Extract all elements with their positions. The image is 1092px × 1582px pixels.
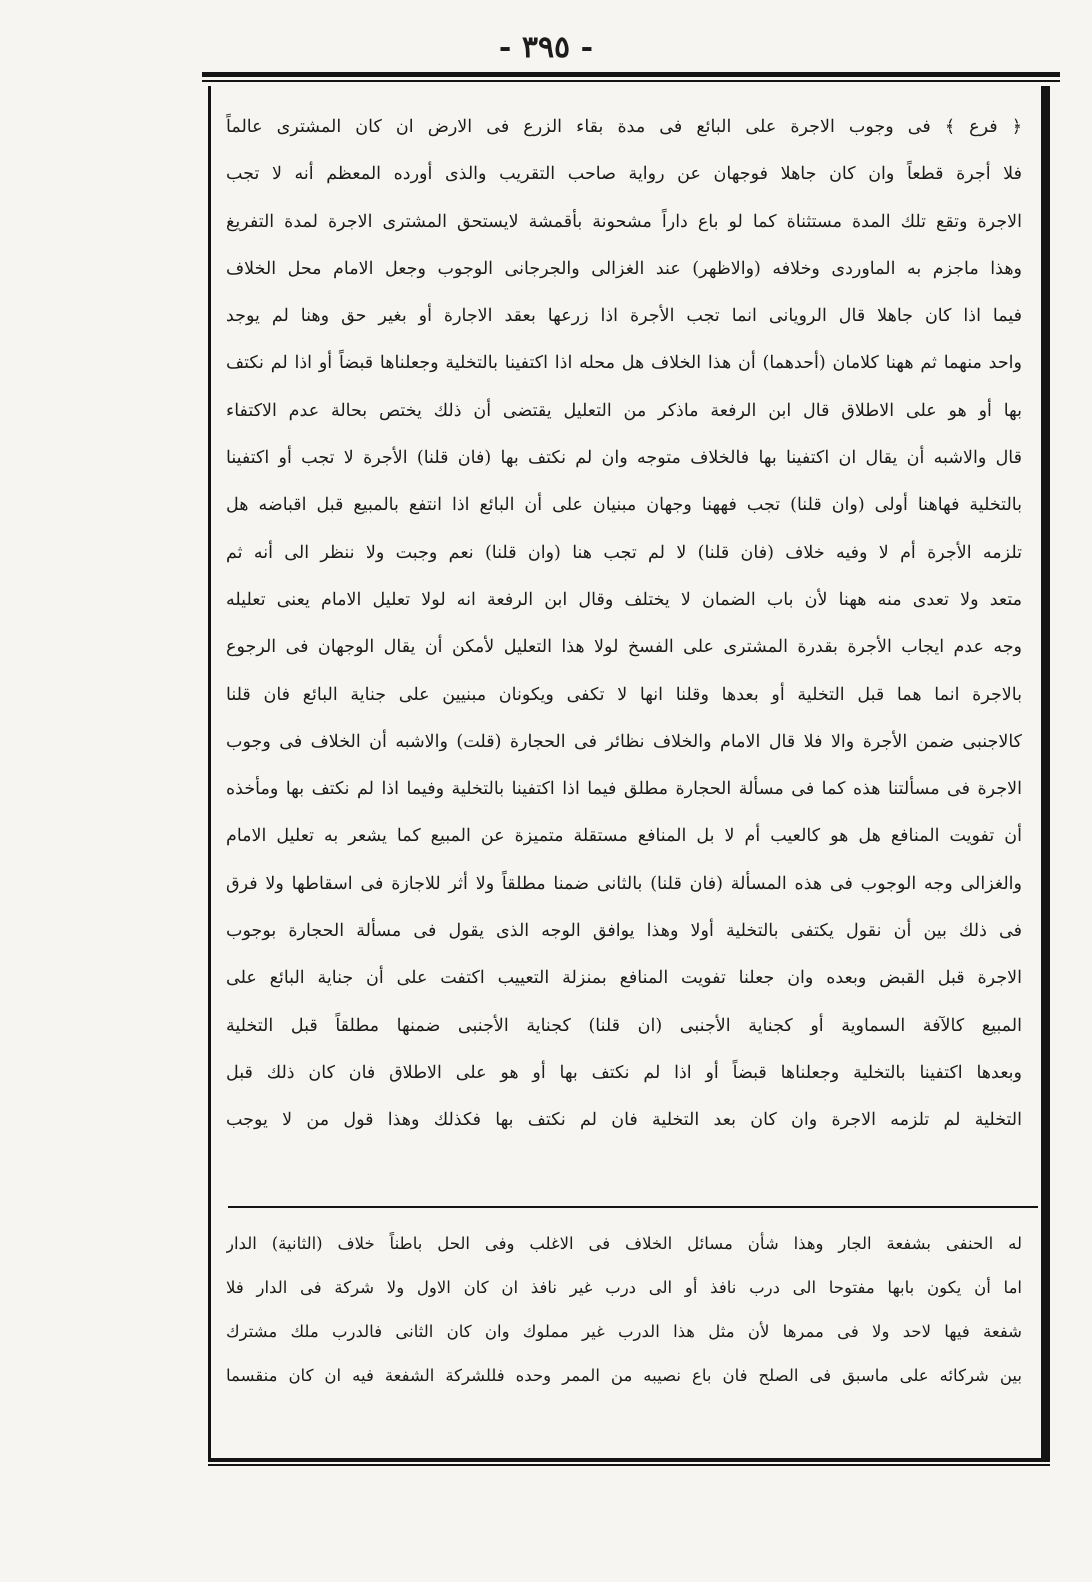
text-line: واحد منهما ثم ههنا كلامان (أحدهما) أن هذا الخلاف هل محله اذا اكتفينا بالتخلية وجعلناها قبضاً أو اذا لم نكتف [226,353,1022,374]
footnote-line: شفعة فيها لاحد ولا فى ممرها لأن مثل هذا الدرب غير مملوك وان كان الثانى فالدرب ملك مشترك [226,1322,1022,1341]
text-line: الاجرة فى مسألتنا هذه كما فى مسألة الحجارة مطلق فيما اذا اكتفينا بالتخلية وفيما اذا لم نكتف بها ومأخذه [226,779,1022,800]
text-line: ﴿ فرع ﴾ فى وجوب الاجرة على البائع فى مدة بقاء الزرع فى الارض ان كان المشترى عالماً [226,117,1022,137]
text-line: بها أو هو على الاطلاق قال ابن الرفعة ماذكر من التعليل يقتضى أن ذلك يختص بحالة عدم الاكتفاء [226,400,1022,421]
footnote-line: له الحنفى بشفعة الجار وهذا شأن مسائل الخلاف فى الاغلب وفى الحل باطناً خلاف (الثانية) الدار [226,1234,1022,1253]
footnote-separator [228,1206,1038,1208]
text-line: متعد ولا تعدى منه ههنا لأن باب الضمان لا يختلف وقال ابن الرفعة انه لولا تعليل الامام يعنى تعليله [226,589,1022,610]
text-line: التخلية لم تلزمه الاجرة وان كان بعد التخلية فان لم نكتف بها فكذلك وهذا قول من لا يوجب [226,1110,1022,1131]
text-line: قال والاشبه أن يقال ان اكتفينا بها فالخلاف متوجه وان لم نكتف بها (فان قلنا) الأجرة لا تجب أو اكتفينا [226,448,1022,469]
text-line: وبعدها اكتفينا بالتخلية وجعلناها قبضاً أو اذا لم نكتف بها أو هو على الاطلاق فان كان ذلك قبل [226,1062,1022,1083]
text-line: كالاجنبى ضمن الأجرة والا فلا قال الامام والخلاف نظائر فى الحجارة (قلت) والاشبه أن الخلاف فى وجوب [226,731,1022,752]
footnote-line: بين شركائه على ماسبق فى الصلح فان باع نصيبه من الممر وحده فللشركة الشفعة فيه ان كان منقسما [226,1366,1022,1385]
text-line: فيما اذا كان جاهلا قال الرويانى انما تجب الأجرة اذا زرعها بعقد الاجارة أو بغير حق وهنا لم يوجد [226,306,1022,327]
text-line: فى ذلك بين أن نقول يكتفى بالتخلية أولا وهذا يوافق الوجه الذى يقول فى مسألة الحجارة بوجوب [226,921,1022,942]
text-line: المبيع كالآفة السماوية أو كجناية الأجنبى (ان قلنا) كجناية الأجنبى ضمنها مطلقاً قبل التخلية [226,1015,1022,1036]
top-rule-thin [202,80,1060,82]
page-number: - ٣٩٥ - [498,30,594,65]
text-line: تلزمه الأجرة أم لا وفيه خلاف (فان قلنا) لا لم تجب هنا (وان قلنا) نعم وجبت ولا ننظر الى أنه ثم [226,542,1022,563]
footnote-text [226,1222,1022,1442]
bottom-rule [208,1464,1050,1466]
text-line: فلا أجرة قطعاً وان كان جاهلا فوجهان عن رواية صاحب التقريب والذى أورده المعظم أنه لا تجب [226,164,1022,185]
text-line: الاجرة قبل القبض وبعده وان جعلنا تفويت المنافع بمنزلة التعييب اكتفت على أن جناية البائع على [226,968,1022,989]
main-text [226,104,1022,1194]
footnote-line: اما أن يكون بابها مفتوحا الى درب نافذ أو الى درب غير نافذ ان كان الاول ولا شركة فى الدار فلا [226,1278,1022,1297]
text-line: وجه عدم ايجاب الأجرة بقدرة المشترى على الفسخ لولا هذا التعليل لأمكن أن يقال الوجهان فى الرجوع [226,637,1022,658]
text-line: الاجرة وتقع تلك المدة مستثناة كما لو باع داراً مشحونة بأقمشة لايستحق المشترى الاجرة لمدة التفريغ [226,211,1022,232]
top-rule [202,72,1060,77]
text-line: بالتخلية فهاهنا أولى (وان قلنا) تجب فههنا وجهان مبنيان على أن البائع اذا انتفع بالمبيع قبل اقباضه هل [226,495,1022,516]
text-line: بالاجرة انما هما قبل التخلية أو بعدها وقلنا انها لا تكفى ويكونان مبنيين على جناية البائع فان قلنا [226,684,1022,705]
text-line: والغزالى وجه الوجوب فى هذه المسألة (فان قلنا) بالثانى ضمنا مطلقاً ولا أثر للاجازة فى اسقاطها ولا فرق [226,873,1022,894]
text-line: وهذا ماجزم به الماوردى وخلافه (والاظهر) عند الغزالى والجرجانى الوجوب وجعل الامام محل الخلاف [226,258,1022,279]
text-line: أن تفويت المنافع هل هو كالعيب أم لا بل المنافع مستقلة متميزة عن المبيع كما يشعر به تعليل الامام [226,826,1022,847]
